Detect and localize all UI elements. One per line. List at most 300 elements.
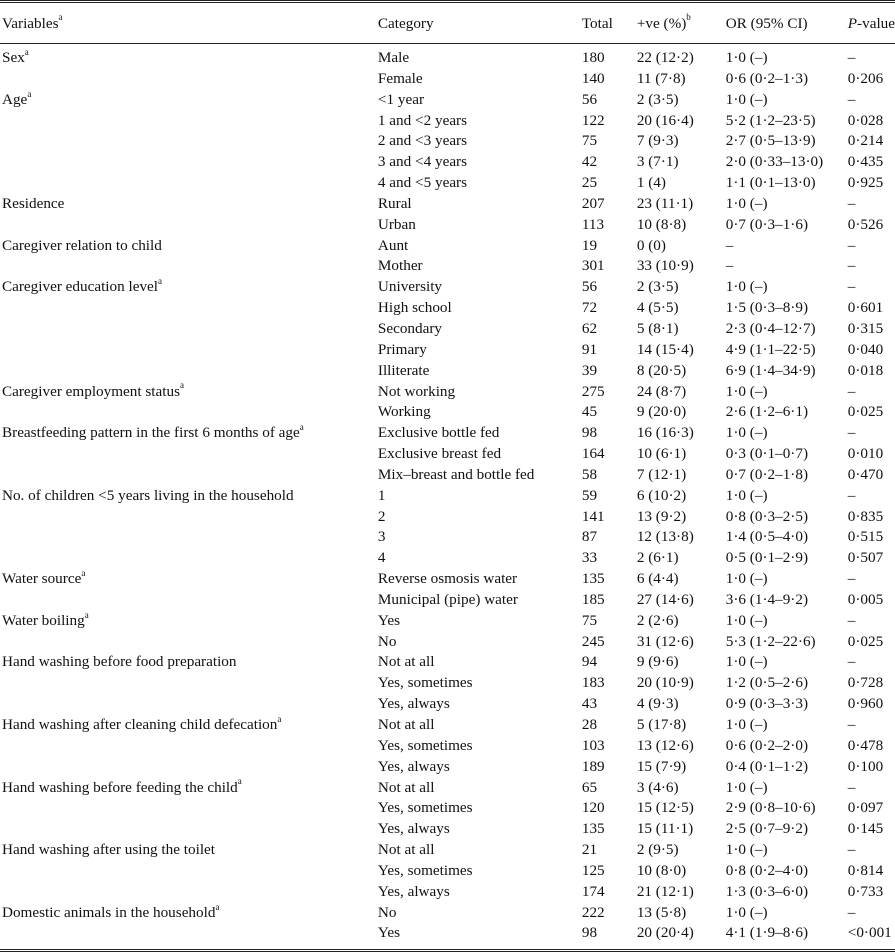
cell-variable [0,923,378,950]
table-row [0,507,895,528]
cell-variable [0,152,378,173]
cell-total: 180 [581,49,605,66]
cell-odds-ratio: 1·0 (–) [725,716,768,733]
cell-total: 207 [581,194,605,212]
cell-category: Yes [377,611,401,629]
cell-p-value: – [847,278,856,296]
footnote-marker: a [299,422,304,433]
cell-variable [0,361,378,382]
header-variables-label: Variables [2,14,59,32]
table-row [0,548,895,569]
cell-odds-ratio: 0·9 (0·3–3·3) [725,695,809,713]
cell-variable [0,298,378,319]
cell-odds-ratio: 0·4 (0·1–1·2) [725,757,809,775]
cell-category: Male [377,49,410,66]
cell-odds-ratio: 1·0 (–) [725,778,768,796]
table-row [0,111,895,132]
cell-total: 185 [581,590,605,608]
header-total: Total [581,14,613,32]
cell-p-value: 0·145 [847,820,884,838]
cell-variable [0,465,378,486]
cell-positive: 22 (12·2) [636,49,694,66]
footnote-marker: a [84,609,89,620]
cell-p-value: – [847,903,856,921]
cell-p-value: 0·100 [847,757,884,775]
cell-odds-ratio: 1·2 (0·5–2·6) [725,674,809,692]
cell-positive: 15 (7·9) [636,757,687,775]
cell-p-value: 0·733 [847,882,884,900]
cell-p-value: 0·526 [847,215,884,233]
cell-category: Not at all [377,778,435,796]
cell-variable [0,256,378,277]
cell-positive: 4 (9·3) [636,695,679,713]
cell-category: 4 and <5 years [377,174,468,192]
cell-p-value: – [847,841,856,859]
cell-variable [0,715,378,736]
cell-odds-ratio: 6·9 (1·4–34·9) [725,361,816,379]
cell-category: High school [377,299,452,317]
table-row [0,486,895,507]
cell-p-value: 0·835 [847,507,884,525]
cell-variable [0,548,378,569]
cell-p-value: – [847,49,856,66]
cell-category: Yes, always [377,820,450,838]
cell-positive: 13 (9·2) [636,507,687,525]
cell-positive: 14 (15·4) [636,340,694,358]
cell-odds-ratio: 0·8 (0·2–4·0) [725,861,809,879]
table-row [0,131,895,152]
cell-variable [0,861,378,882]
cell-total: 301 [581,257,605,275]
table-header [0,2,895,44]
cell-category: Not at all [377,653,435,671]
cell-total: 25 [581,174,598,192]
cell-odds-ratio: 2·9 (0·8–10·6) [725,799,816,817]
cell-positive: 7 (12·1) [636,465,687,483]
cell-category: Yes, always [377,882,450,900]
cell-category: Yes, sometimes [377,799,473,817]
table-row [0,819,895,840]
cell-total: 28 [581,716,598,733]
cell-category: Female [377,69,423,87]
cell-positive: 12 (13·8) [636,528,694,546]
table-row [0,361,895,382]
cell-variable [0,90,378,111]
table-row [0,798,895,819]
cell-positive: 20 (20·4) [636,924,694,942]
cell-category: Yes, sometimes [377,736,473,754]
cell-variable [0,590,378,611]
cell-total: 39 [581,361,598,379]
cell-p-value: 0·478 [847,736,884,754]
cell-p-value: – [847,382,856,400]
cell-total: 164 [581,445,605,463]
cell-total: 87 [581,528,598,546]
cell-variable [0,882,378,903]
cell-p-value: 0·315 [847,319,884,337]
cell-positive: 20 (10·9) [636,674,694,692]
cell-total: 98 [581,924,598,942]
cell-total: 103 [581,736,605,754]
cell-p-value: 0·018 [847,361,884,379]
cell-variable [0,173,378,194]
cell-positive: 15 (11·1) [636,820,694,838]
table-row [0,173,895,194]
cell-category: Mix–breast and bottle fed [377,465,535,483]
cell-total: 56 [581,90,598,108]
table-row [0,215,895,236]
cell-variable [0,236,378,257]
cell-p-value: 0·814 [847,861,884,879]
table-row [0,527,895,548]
cell-category: Not at all [377,716,435,733]
cell-total: 19 [581,236,598,254]
cell-positive: 15 (12·5) [636,799,694,817]
cell-category: 2 [377,507,386,525]
cell-variable [0,778,378,799]
cell-total: 45 [581,403,598,421]
cell-odds-ratio: 1·0 (–) [725,49,768,66]
cell-p-value: – [847,194,856,212]
cell-p-value: 0·960 [847,695,884,713]
cell-odds-ratio: 2·6 (1·2–6·1) [725,403,809,421]
table-row [0,44,895,69]
cell-total: 245 [581,632,605,650]
cell-category: 4 [377,549,386,567]
footnote-marker: a [215,901,220,912]
table-row [0,923,895,950]
cell-variable [0,673,378,694]
table-row [0,465,895,486]
cell-p-value: 0·025 [847,632,884,650]
cell-total: 189 [581,757,605,775]
cell-total: 72 [581,299,598,317]
cell-odds-ratio: 1·0 (–) [725,90,768,108]
cell-category: 1 [377,486,386,504]
cell-odds-ratio: 2·3 (0·4–12·7) [725,319,816,337]
cell-variable [0,569,378,590]
cell-total: 43 [581,695,598,713]
cell-positive: 4 (5·5) [636,299,679,317]
table-row [0,90,895,111]
cell-p-value: 0·206 [847,69,884,87]
cell-category: Reverse osmosis water [377,570,518,588]
table-row [0,673,895,694]
variable-label: Caregiver education level [2,278,159,296]
cell-p-value: 0·601 [847,299,884,317]
table-row [0,736,895,757]
cell-odds-ratio: 2·7 (0·5–13·9) [725,132,816,150]
cell-positive: 21 (12·1) [636,882,694,900]
variable-label: Water boiling [2,611,85,629]
table-row [0,69,895,90]
table-row [0,715,895,736]
cell-positive: 11 (7·8) [636,69,686,87]
cell-odds-ratio: 1·0 (–) [725,486,768,504]
variable-label: Breastfeeding pattern in the first 6 months of age [2,424,300,442]
cell-positive: 5 (17·8) [636,716,687,733]
table-row [0,861,895,882]
cell-odds-ratio: 4·1 (1·9–8·6) [725,924,809,942]
cell-variable [0,277,378,298]
table-row [0,423,895,444]
cell-odds-ratio: 0·7 (0·2–1·8) [725,465,809,483]
cell-odds-ratio: 5·3 (1·2–22·6) [725,632,816,650]
cell-variable [0,798,378,819]
cell-category: No [377,632,397,650]
header-odds-ratio: OR (95% CI) [725,14,808,32]
cell-category: Yes [377,924,401,942]
cell-variable [0,903,378,924]
cell-p-value: 0·435 [847,153,884,171]
cell-category: Aunt [377,236,409,254]
footnote-marker: a [81,568,86,579]
cell-variable [0,486,378,507]
cell-positive: 2 (2·6) [636,611,679,629]
cell-positive: 6 (10·2) [636,486,687,504]
cell-variable [0,69,378,90]
table-row [0,694,895,715]
table-row [0,882,895,903]
table-row [0,319,895,340]
cell-odds-ratio: – [725,236,734,254]
cell-category: Not at all [377,841,435,859]
cell-p-value: 0·925 [847,174,884,192]
cell-p-value: 0·470 [847,465,884,483]
cell-positive: 7 (9·3) [636,132,679,150]
cell-total: 59 [581,486,598,504]
cell-total: 94 [581,653,598,671]
cell-positive: 2 (9·5) [636,841,679,859]
variable-label: Domestic animals in the household [2,903,216,921]
cell-positive: 10 (6·1) [636,445,687,463]
cell-category: Yes, always [377,757,450,775]
cell-p-value: 0·025 [847,403,884,421]
header-p-value [848,2,895,44]
header-p-italic: P [847,14,858,32]
cell-odds-ratio: 1·0 (–) [725,570,768,588]
cell-odds-ratio: 0·6 (0·2–2·0) [725,736,809,754]
table-row [0,840,895,861]
table-row [0,778,895,799]
cell-odds-ratio: 1·4 (0·5–4·0) [725,528,809,546]
footnote-marker: a [277,713,282,724]
cell-variable [0,319,378,340]
cell-odds-ratio: 1·0 (–) [725,382,768,400]
cell-p-value: – [847,716,856,733]
cell-category: Yes, sometimes [377,674,473,692]
table-row [0,652,895,673]
cell-odds-ratio: 1·0 (–) [725,903,768,921]
cell-variable [0,527,378,548]
cell-total: 141 [581,507,605,525]
cell-category: Yes, always [377,695,450,713]
cell-total: 65 [581,778,598,796]
cell-p-value: – [847,611,856,629]
table-row [0,236,895,257]
cell-positive: 31 (12·6) [636,632,694,650]
cell-variable [0,382,378,403]
cell-category: 3 and <4 years [377,153,468,171]
cell-total: 222 [581,903,605,921]
cell-p-value: – [847,90,856,108]
cell-category: Urban [377,215,416,233]
cell-positive: 2 (3·5) [636,278,679,296]
cell-total: 125 [581,861,605,879]
header-variables [0,2,378,44]
cell-category: Municipal (pipe) water [377,590,518,608]
cell-variable [0,402,378,423]
cell-p-value: 0·507 [847,549,884,567]
table-row [0,382,895,403]
variable-label: Hand washing after using the toilet [2,841,215,859]
cell-positive: 16 (16·3) [636,424,694,442]
cell-total: 21 [581,841,598,859]
table-row [0,194,895,215]
cell-odds-ratio: 1·0 (–) [725,653,768,671]
cell-variable [0,131,378,152]
cell-positive: 6 (4·4) [636,570,679,588]
table-body [0,44,895,951]
cell-category: University [377,278,443,296]
table-row [0,402,895,423]
cell-variable [0,840,378,861]
cell-positive: 3 (4·6) [636,778,679,796]
cell-variable [0,736,378,757]
cell-variable [0,444,378,465]
cell-odds-ratio: 2·5 (0·7–9·2) [725,820,809,838]
cell-positive: 0 (0) [636,236,666,254]
cell-category: Working [377,403,431,421]
header-positive-sup: b [686,12,691,23]
cell-variable [0,215,378,236]
cell-odds-ratio: 0·3 (0·1–0·7) [725,445,809,463]
cell-p-value: – [847,486,856,504]
cell-category: No [377,903,397,921]
variable-label: Hand washing after cleaning child defecation [2,716,278,733]
cell-total: 56 [581,278,598,296]
cell-variable [0,757,378,778]
cell-category: 1 and <2 years [377,111,468,129]
cell-variable [0,611,378,632]
header-variables-sup: a [58,12,63,23]
header-p-rest: -value [857,14,895,32]
cell-variable [0,819,378,840]
cell-p-value: 0·005 [847,590,884,608]
cell-category: Illiterate [377,361,430,379]
table-row [0,757,895,778]
cell-odds-ratio: 1·3 (0·3–6·0) [725,882,809,900]
footnote-marker: a [24,46,29,57]
cell-positive: 20 (16·4) [636,111,694,129]
variable-label: Hand washing before feeding the child [2,778,238,796]
cell-positive: 27 (14·6) [636,590,694,608]
cell-p-value: 0·097 [847,799,884,817]
table-row [0,256,895,277]
cell-variable [0,652,378,673]
variable-label: Age [2,90,28,108]
cell-total: 135 [581,570,605,588]
cell-p-value: 0·010 [847,445,884,463]
cell-p-value: – [847,778,856,796]
cell-positive: 8 (20·5) [636,361,687,379]
cell-positive: 24 (8·7) [636,382,687,400]
table-row [0,632,895,653]
table-row [0,340,895,361]
header-row [0,2,895,44]
table-row [0,590,895,611]
cell-total: 135 [581,820,605,838]
variable-label: Sex [2,49,25,66]
variable-label: Residence [2,194,65,212]
cell-odds-ratio: 0·8 (0·3–2·5) [725,507,809,525]
cell-odds-ratio: 1·0 (–) [725,611,768,629]
header-positive-label: +ve (%) [636,14,687,32]
cell-total: 33 [581,549,598,567]
cell-positive: 10 (8·8) [636,215,687,233]
header-category: Category [377,14,434,32]
cell-odds-ratio: 1·0 (–) [725,841,768,859]
footnote-marker: a [158,276,163,287]
cell-positive: 10 (8·0) [636,861,687,879]
cell-category: Secondary [377,319,443,337]
cell-positive: 13 (12·6) [636,736,694,754]
cell-total: 42 [581,153,598,171]
cell-total: 122 [581,111,605,129]
cell-category: 2 and <3 years [377,132,468,150]
cell-positive: 5 (8·1) [636,319,679,337]
cell-category: <1 year [377,90,424,108]
variable-label: Hand washing before food preparation [2,653,237,671]
cell-positive: 13 (5·8) [636,903,687,921]
cell-total: 58 [581,465,598,483]
cell-p-value: – [847,424,856,442]
table-row [0,152,895,173]
cell-odds-ratio: 4·9 (1·1–22·5) [725,340,816,358]
cell-total: 140 [581,69,605,87]
cell-total: 113 [581,215,605,233]
cell-p-value: – [847,257,856,275]
cell-variable [0,632,378,653]
cell-odds-ratio: 0·5 (0·1–2·9) [725,549,809,567]
cell-total: 174 [581,882,605,900]
cell-p-value: – [847,236,856,254]
cell-positive: 33 (10·9) [636,257,694,275]
cell-positive: 9 (20·0) [636,403,687,421]
cell-odds-ratio: 1·0 (–) [725,424,768,442]
cell-total: 275 [581,382,605,400]
cell-p-value: 0·028 [847,111,884,129]
cell-odds-ratio: 2·0 (0·33–13·0) [725,153,824,171]
cell-p-value: 0·515 [847,528,884,546]
table-row [0,444,895,465]
cell-category: Not working [377,382,456,400]
cell-p-value: – [847,653,856,671]
cell-category: Exclusive bottle fed [377,424,500,442]
header-positive [637,2,726,44]
table-row [0,569,895,590]
cell-total: 62 [581,319,598,337]
cell-variable [0,340,378,361]
cell-variable [0,694,378,715]
cell-odds-ratio: 0·7 (0·3–1·6) [725,215,809,233]
cell-positive: 23 (11·1) [636,194,694,212]
cell-total: 91 [581,340,598,358]
cell-positive: 2 (6·1) [636,549,679,567]
cell-variable [0,44,378,69]
cell-variable [0,194,378,215]
cell-odds-ratio: 1·0 (–) [725,278,768,296]
